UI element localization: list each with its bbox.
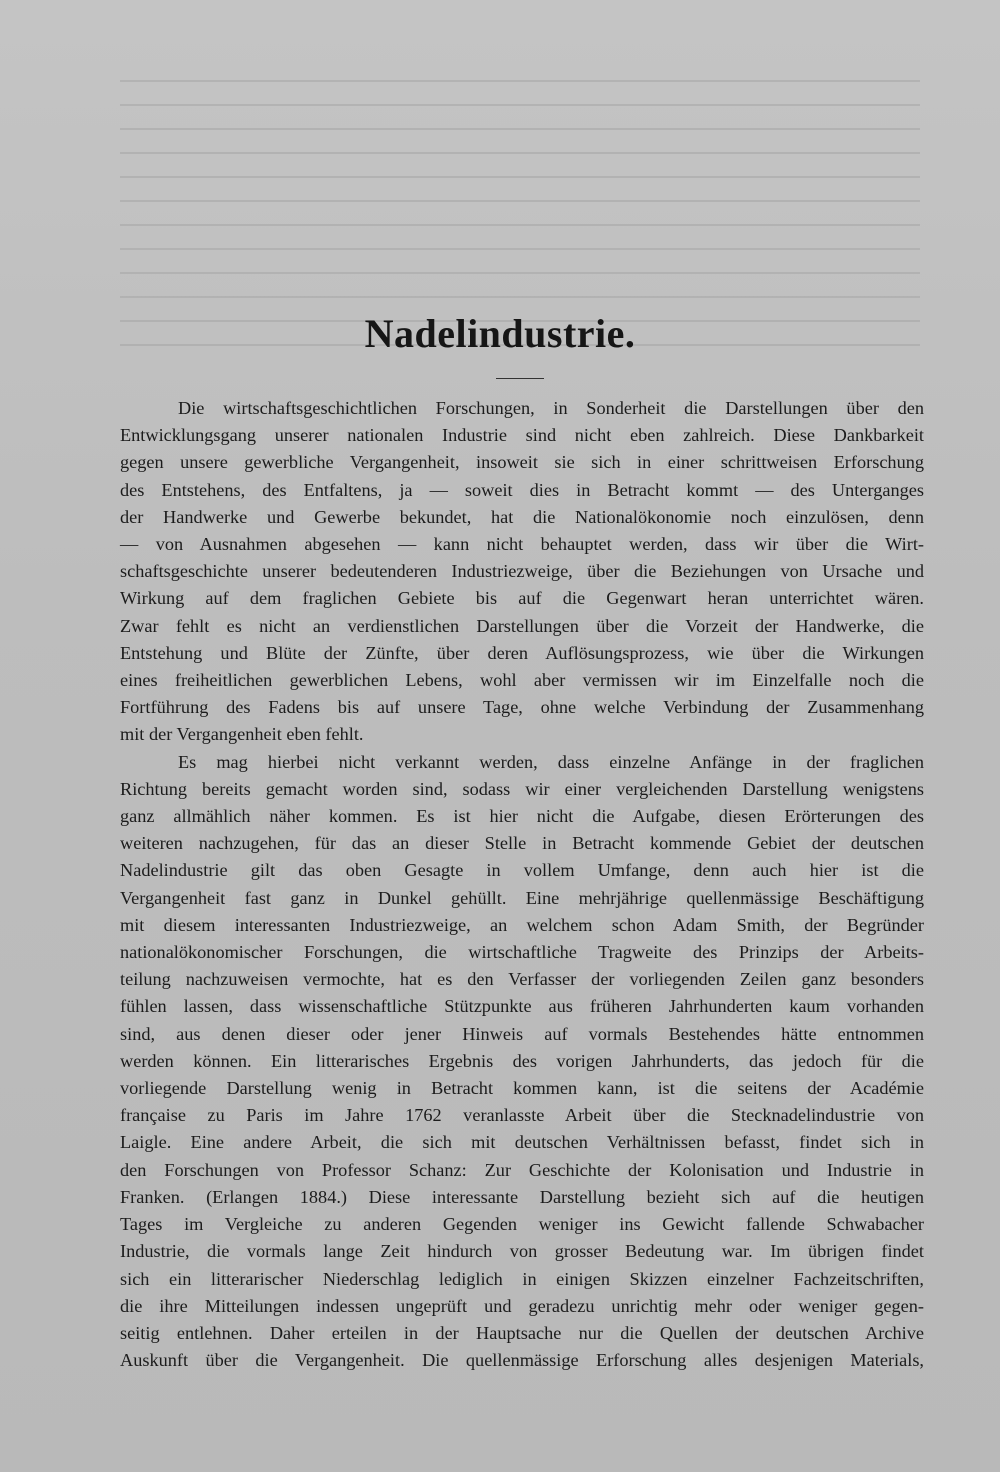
text-line: — von Ausnahmen abgesehen — kann nicht behauptet werden, dass wir über die Wirt-	[120, 534, 924, 555]
text-line: schaftsgeschichte unserer bedeutenderen Industriezweige, über die Beziehungen von Ursache und	[120, 561, 924, 582]
text-line: die ihre Mitteilungen indessen ungeprüft und geradezu unrichtig mehr oder weniger gegen-	[120, 1295, 924, 1316]
text-line: Es mag hierbei nicht verkannt werden, dass einzelne Anfänge in der fraglichen	[178, 751, 924, 772]
text-line: gegen unsere gewerbliche Vergangenheit, insoweit sie sich in einer schrittweisen Erforschung	[120, 452, 924, 473]
text-line: teilung nachzuweisen vermochte, hat es den Verfasser der vorliegenden Zeilen ganz besonders	[120, 969, 924, 990]
text-line: eines freiheitlichen gewerblichen Lebens, wohl aber vermissen wir im Einzelfalle noch die	[120, 670, 924, 691]
text-line: Tages im Vergleiche zu anderen Gegenden weniger ins Gewicht fallende Schwabacher	[120, 1214, 924, 1235]
chapter-title: Nadelindustrie.	[364, 311, 636, 356]
text-line: vorliegende Darstellung wenig in Betracht kommen kann, ist die seitens der Académie	[120, 1078, 924, 1099]
bleed-through-texture	[120, 80, 920, 410]
text-line: Industrie, die vormals lange Zeit hindurch von grosser Bedeutung war. Im übrigen findet	[120, 1241, 924, 1262]
text-line: des Entstehens, des Entfaltens, ja — soweit dies in Betracht kommt — des Unterganges	[120, 479, 924, 500]
title-rule	[496, 378, 544, 379]
text-line: fühlen lassen, dass wissenschaftliche Stützpunkte aus früheren Jahrhunderten kaum vorhanden	[120, 996, 924, 1017]
text-line: Laigle. Eine andere Arbeit, die sich mit deutschen Verhältnissen befasst, findet sich in	[120, 1132, 924, 1153]
text-line: Entstehung und Blüte der Zünfte, über deren Auflösungsprozess, wie über die Wirkungen	[120, 642, 924, 663]
text-line: Die wirtschaftsgeschichtlichen Forschungen, in Sonderheit die Darstellungen über den	[178, 398, 924, 418]
text-line: Fortführung des Fadens bis auf unsere Tage, ohne welche Verbindung der Zusammenhang	[120, 697, 924, 718]
text-line: Entwicklungsgang unserer nationalen Industrie sind nicht eben zahlreich. Diese Dankbarkeit	[120, 425, 924, 446]
text-line: weiteren nachzugehen, für das an dieser Stelle in Betracht kommende Gebiet der deutschen	[120, 833, 924, 854]
text-line: Franken. (Erlangen 1884.) Diese interessante Darstellung bezieht sich auf die heutigen	[120, 1186, 924, 1207]
text-line: den Forschungen von Professor Schanz: Zur Geschichte der Kolonisation und Industrie in	[120, 1159, 924, 1180]
text-line: mit diesem interessanten Industriezweige, an welchem schon Adam Smith, der Begründer	[120, 914, 924, 935]
text-line: sich ein litterarischer Niederschlag lediglich in einigen Skizzen einzelner Fachzeitschriften,	[120, 1268, 924, 1289]
text-line: werden können. Ein litterarisches Ergebnis des vorigen Jahrhunderts, das jedoch für die	[120, 1050, 924, 1071]
body-text	[120, 395, 924, 1374]
text-line: der Handwerke und Gewerbe bekundet, hat die Nationalökonomie noch einzulösen, denn	[120, 506, 924, 527]
paragraph	[120, 749, 924, 1375]
text-line: Richtung bereits gemacht worden sind, sodass wir einer vergleichenden Darstellung wenigstens	[120, 778, 924, 799]
text-line: Nadelindustrie gilt das oben Gesagte in vollem Umfange, denn auch hier ist die	[120, 860, 924, 881]
text-line: mit der Vergangenheit eben fehlt.	[120, 724, 364, 745]
text-line: Wirkung auf dem fraglichen Gebiete bis auf die Gegenwart heran unterrichtet wären.	[120, 588, 924, 609]
text-line: ganz allmählich näher kommen. Es ist hier nicht die Aufgabe, diesen Erörterungen des	[120, 806, 924, 827]
text-line: nationalökonomischer Forschungen, die wirtschaftliche Tragweite des Prinzips der Arbeits-	[120, 942, 924, 963]
paragraph	[120, 395, 924, 749]
text-line: française zu Paris im Jahre 1762 veranlasste Arbeit über die Stecknadelindustrie von	[120, 1105, 924, 1126]
text-line: sind, aus denen dieser oder jener Hinweis auf vormals Bestehendes hätte entnommen	[120, 1023, 924, 1044]
text-line: Auskunft über die Vergangenheit. Die quellenmässige Erforschung alles desjenigen Materials,	[120, 1350, 924, 1371]
text-line: Zwar fehlt es nicht an verdienstlichen Darstellungen über die Vorzeit der Handwerke, die	[120, 615, 924, 636]
text-line: Vergangenheit fast ganz in Dunkel gehüllt. Eine mehrjährige quellenmässige Beschäftigung	[120, 887, 924, 908]
text-line: seitig entlehnen. Daher erteilen in der Hauptsache nur die Quellen der deutschen Archive	[120, 1322, 924, 1343]
